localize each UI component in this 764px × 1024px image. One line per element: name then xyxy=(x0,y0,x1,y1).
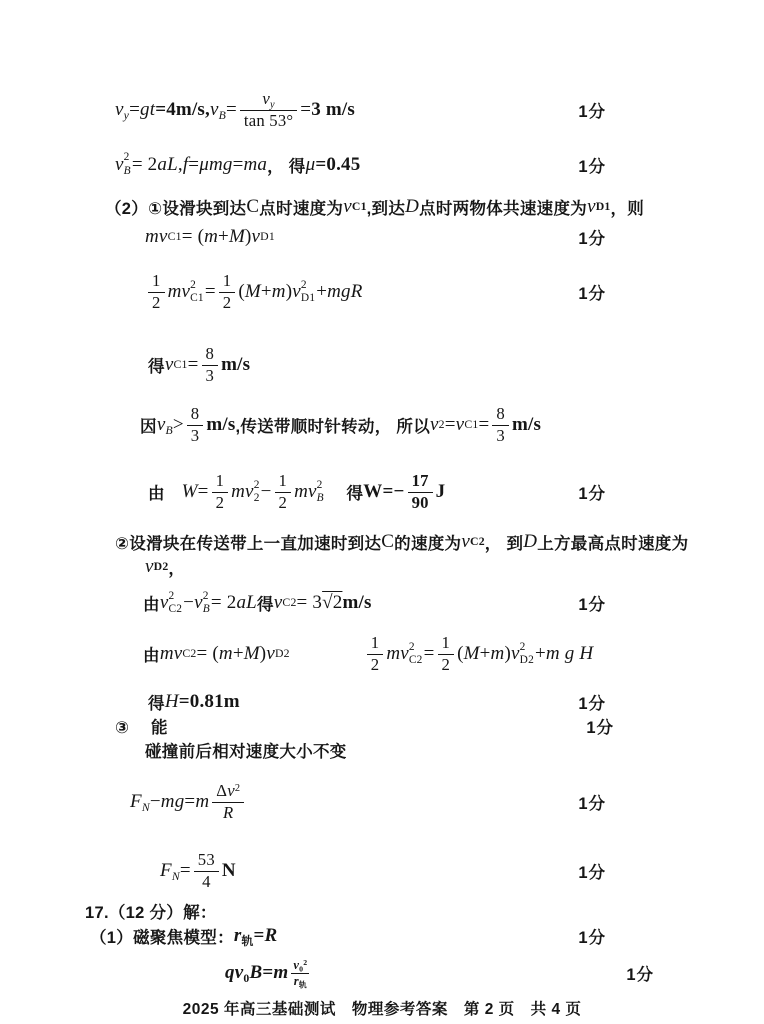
score-mark: 1分 xyxy=(578,230,606,249)
line-fn-equation xyxy=(130,774,764,830)
formula: v 2 B = 2 aL , f = μmg = ma ， 得 μ =0.45 xyxy=(115,151,361,177)
line-collision-note xyxy=(145,738,764,762)
model-text: （1）磁聚焦模型： $r_轨=R$ xyxy=(90,925,278,949)
formula: $qv_0B=m$ $v_0^2$ $r_轨$ xyxy=(225,957,308,990)
line-vc2-equation xyxy=(143,588,764,618)
line-magnetic-focus-model xyxy=(90,923,764,949)
setup-text: v D2 ， xyxy=(145,556,186,579)
question-header: 17.（12 分）解： xyxy=(85,904,217,923)
formula: 由 mv C2 = ( m + M ) v D2 1 2 mv 2 C2 = 1 2 ( M + m ) v 2 D2 + m g H xyxy=(143,632,594,674)
line-belt-reasoning xyxy=(140,397,764,453)
formula: mv C1 = ( m + M ) v D1 xyxy=(145,226,275,248)
line-vd2-continuation xyxy=(145,555,764,579)
score-mark: 1分 xyxy=(578,795,606,814)
formula: 由 v 2 C2 − v 2 B = 2 aL 得 v C2 = 3 √2 m/s xyxy=(143,589,372,616)
line-vy-vb-equation xyxy=(115,84,764,136)
line-h-result xyxy=(148,690,764,714)
setup-text: ②设滑块在传送带上一直加速时到达 C 的速度为 v C2 ， 到 D 上方最高点时速度为 xyxy=(115,531,689,554)
line-friction-mu-equation xyxy=(115,151,764,178)
score-mark: 1分 xyxy=(578,695,606,714)
score-mark: 1分 xyxy=(578,157,606,176)
formula: $F_N$ − mg = m $\Delta v^2$ R xyxy=(130,781,247,824)
line-part2-2-setup xyxy=(115,529,764,555)
formula: 由 W = 1 2 mv 2 2 − 1 2 mv 2 B 得 W=− $\frac{17}{90}$ J xyxy=(148,470,446,512)
line-fn-result xyxy=(160,843,764,899)
line-part3-answer xyxy=(115,714,764,738)
score-mark: 1分 xyxy=(578,864,606,883)
note-text: 碰撞前后相对速度大小不变 xyxy=(145,743,347,762)
footer-text: 2025 年高三基础测试 物理参考答案 第 2 页 共 4 页 xyxy=(182,1001,582,1019)
line-qv0b-equation xyxy=(225,951,764,995)
score-mark: 1分 xyxy=(578,485,606,504)
line-part2-setup xyxy=(105,195,764,219)
formula: 得 H =0.81m xyxy=(148,691,240,714)
score-mark: 1分 xyxy=(586,719,614,738)
score-mark: 1分 xyxy=(578,929,606,948)
page-footer xyxy=(0,997,764,1019)
formula: 得 v C1 = 8 3 m/s xyxy=(148,343,251,385)
formula: $F_N$ = 53 4 N xyxy=(160,849,236,891)
score-mark: 1分 xyxy=(578,596,606,615)
score-mark: 1分 xyxy=(578,285,606,304)
score-mark: 1分 xyxy=(578,103,606,121)
setup-text: （2）①设滑块到达 C 点时速度为 v C1 ,到达 D 点时两物体共速速度为 v D1 ，则 xyxy=(105,196,645,219)
formula: 1 2 mv 2 C1 = 1 2 ( M + m ) v 2 D1 + mgR xyxy=(145,271,363,314)
reasoning-text: 因 $v_B$ > 8 3 m/s ,传送带顺时针转动， 所以 v 2 = v C1 = 8 3 m/s xyxy=(140,403,542,445)
line-momentum-energy-equation xyxy=(143,626,764,682)
formula: $v_y$ = gt =4m/s, $v_B$ = $v_y$ tan 53° = 3 m/s xyxy=(115,88,355,130)
line-vc1-result xyxy=(148,337,764,393)
answer-text: ③ 能 xyxy=(115,719,168,738)
line-work-equation xyxy=(148,464,764,520)
line-momentum-cd-equation xyxy=(145,224,764,250)
score-mark: 1分 xyxy=(626,966,654,985)
line-energy-cd-equation xyxy=(145,264,764,320)
line-q17-header xyxy=(85,899,764,923)
